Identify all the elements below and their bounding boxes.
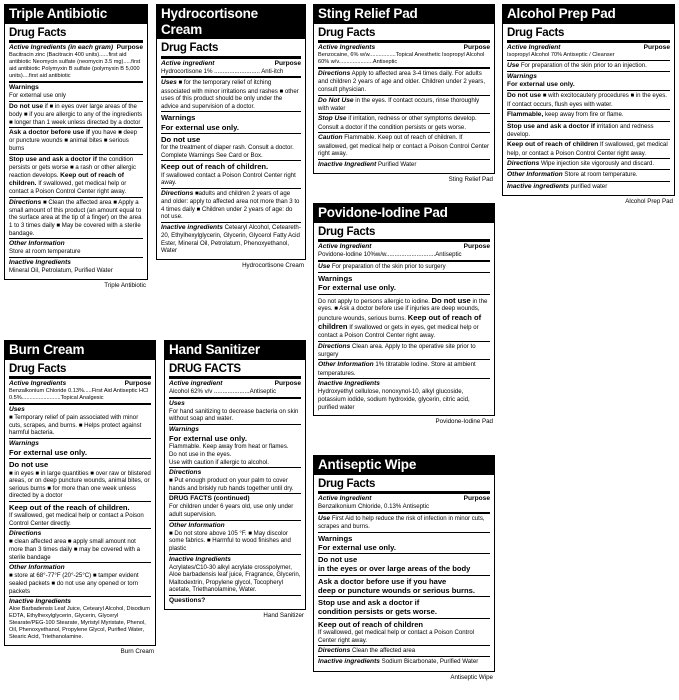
panel-hand-sanitizer — [164, 340, 306, 619]
caution-heading: Caution — [318, 134, 343, 142]
warnings-text: For external use only — [9, 92, 66, 100]
panel-title-triple-antibiotic: Triple Antibiotic — [5, 5, 147, 24]
ask-doctor-text: you have ■ deep or puncture wounds ■ animal bites ■ serious burns — [9, 129, 138, 153]
keep-out-heading: Keep out of reach of children. — [161, 162, 269, 172]
inactive-ingredients-text: purified water — [570, 182, 608, 190]
warnings-subheading: For external use only. — [318, 283, 396, 293]
active-ingredients-label: Active Ingredients (in each gram) — [9, 44, 114, 52]
do-not-use-text: if ■ in eyes over large areas of the body ■ if you are allergic to any of the ingredients ■ longer than 1 week unless directed by a doctor — [9, 102, 143, 126]
directions-heading: Directions — [9, 198, 42, 206]
inactive-ingredients-text: Mineral Oil, Petrolatum, Purified Water — [9, 266, 113, 274]
panel-caption-hydrocortisone: Hydrocortisone Cream — [242, 261, 304, 269]
keep-out-heading: Keep out of reach of children — [318, 312, 482, 332]
panel-caption-burn-cream: Burn Cream — [120, 648, 154, 656]
ask-doctor-heading: Ask a doctor before use if — [9, 129, 90, 137]
panel-caption-alcohol-prep: Alcohol Prep Pad — [625, 197, 673, 205]
keep-out-text: If swallowed, get medical help or contact a Poison Control Center right away. — [318, 628, 475, 644]
warnings-heading: Warnings — [169, 426, 199, 434]
warnings-subheading: For external use only. — [318, 542, 396, 552]
purpose-label: Purpose — [274, 59, 301, 67]
drug-facts-heading: Drug Facts — [318, 225, 376, 238]
purpose-label: Purpose — [463, 243, 490, 251]
drug-facts-heading: DRUG FACTS — [169, 362, 241, 375]
stop-use-text: irritation and redness develop. — [507, 122, 654, 138]
panel-title-alcohol-prep: Alcohol Prep Pad — [503, 5, 674, 24]
do-not-use-text: in the eyes or over large areas of the body — [318, 564, 471, 574]
active-ingredient-text: Povidone-Iodine 10%w/w.............................Antiseptic — [318, 251, 462, 259]
directions-heading: Directions — [318, 647, 351, 655]
allergy-text: Do not apply to persons allergic to iodine. — [318, 297, 430, 305]
warnings-heading: Warnings — [318, 533, 353, 543]
do-not-use-heading: Do Not Use — [318, 96, 354, 104]
inactive-ingredients-heading: Inactive Ingredients — [9, 258, 71, 266]
warnings-heading: Warnings — [161, 113, 196, 123]
inactive-ingredients-heading: Inactive Ingredients — [9, 598, 71, 606]
uses-text: For hand sanitizing to decrease bacteria on skin without soap and water. — [169, 407, 299, 423]
inactive-ingredients-text: Sodium Bicarbonate, Purified Water — [381, 658, 479, 666]
other-info-heading: Other Information — [169, 521, 225, 529]
uses-text: ■ Temporary relief of pain associated with minor cuts, scrapes, and burns. ■ Helps protect against harmful bacteria. — [9, 414, 142, 437]
other-info-heading: Other Information — [9, 240, 65, 248]
uses-heading: Uses — [161, 79, 177, 87]
keep-out-text: If swallowed contact a Poison Control Center right away. — [161, 171, 296, 187]
active-ingredients-label: Active Ingredients — [9, 380, 67, 388]
directions-heading: Directions — [507, 160, 540, 168]
use-heading: Use — [318, 262, 331, 270]
drug-facts-heading: Drug Facts — [9, 362, 67, 375]
stop-use-heading: Stop Use — [318, 115, 347, 123]
inactive-ingredient-text: Purified Water — [377, 160, 417, 168]
warnings-subheading: For external use only. — [9, 448, 87, 458]
active-ingredient-label: Active Ingredient — [318, 495, 372, 503]
drug-facts-heading: Drug Facts — [318, 26, 376, 39]
active-ingredients-text: Benzalkonium Chloride 0.13%.....First Aid Antiseptic HCl 0.5%.........................Topical Analgesic — [9, 388, 149, 402]
uses-text: ■ for the temporary relief of itching associated with minor irritations and rashes ■ other uses of this product should be only under the advice and supervision of a doctor. — [161, 79, 299, 110]
uses-heading: Uses — [169, 399, 185, 407]
panel-triple-antibiotic — [4, 4, 148, 289]
panel-povidone-iodine-pad — [313, 203, 495, 425]
stop-use-heading: Stop use and ask a doctor if — [507, 122, 595, 130]
panel-alcohol-prep-pad — [502, 4, 675, 205]
panel-title-hydrocortisone: Hydrocortisone Cream — [157, 5, 305, 39]
stop-use-heading: Stop use and ask a doctor if — [318, 598, 420, 608]
directions-text: ■ clean affected area ■ apply small amount not more than 3 times daily ■ may be covered with a sterile bandage — [9, 538, 141, 561]
drug-facts-continued-heading: DRUG FACTS (continued) — [169, 495, 250, 503]
other-info-text: ■ store at 68°-77°F (20°-25°C) ■ tamper evident sealed packets ■ do not use any opened or torn packets — [9, 572, 139, 595]
flammable-text: Flammable. Keep away from heat or flames. — [169, 443, 289, 451]
directions-heading: Directions — [9, 530, 42, 538]
keep-out-heading: Keep out of reach of children. — [9, 171, 124, 187]
keep-out-heading: Keep out of reach of children — [318, 619, 424, 629]
ask-doctor-text: deep or puncture wounds or serious burns. — [318, 585, 475, 595]
inactive-ingredients-heading: Inactive Ingredients — [318, 380, 380, 388]
panel-title-burn-cream: Burn Cream — [5, 341, 155, 360]
drug-facts-heading: Drug Facts — [9, 26, 67, 39]
directions-heading: Directions — [169, 469, 202, 477]
panel-caption-hand-sanitizer: Hand Sanitizer — [263, 612, 304, 620]
other-info-heading: Other Information — [318, 361, 374, 369]
purpose-label: Purpose — [274, 380, 301, 388]
active-ingredient-label: Active Ingredient — [507, 44, 561, 52]
active-ingredient-label: Active Ingredient — [318, 243, 372, 251]
do-not-use-text: Do not use in the eyes. — [169, 450, 232, 458]
stop-use-text: the condition persists or gets worse ■ a rash or other allergic reaction develops. — [9, 155, 136, 179]
directions-text: Wipe injection site vigorously and discard. — [540, 160, 655, 168]
warnings-heading: Warnings — [507, 73, 537, 81]
use-heading: Use — [507, 62, 520, 70]
do-not-use-text: ■ with excitocautery procedures ■ in the eyes. If contact occurs, flush eyes with water. — [507, 92, 667, 108]
do-not-use-text: in the eyes. If contact occurs, rinse thoroughly with water — [318, 96, 480, 112]
stop-use-text: condition persists or gets worse. — [318, 607, 437, 617]
keep-out-heading: Keep out of the reach of children. — [9, 502, 130, 512]
purpose-label: Purpose — [124, 380, 151, 388]
inactive-ingredients-heading: Inactive ingredients — [161, 223, 223, 231]
stop-use-heading: Stop use and ask a doctor if — [9, 155, 97, 163]
flammable-heading: Flammable, — [507, 111, 544, 119]
drug-facts-heading: Drug Facts — [507, 26, 565, 39]
other-info-text: Store at room temperature. — [564, 171, 638, 179]
directions-text: Apply to affected area 3-4 times daily. For adults and children 2 years of age and older. Children under 2 years, consult physician. — [318, 70, 486, 93]
drug-facts-continued-text: For children under 6 years old, use only under adult supervision. — [169, 503, 294, 519]
purpose-label: Purpose — [463, 495, 490, 503]
stop-use-text: if irritation, redness or other symptoms develop. Consult a doctor if the condition persists or gets worse. — [318, 115, 477, 131]
do-not-use-text: ■ in eyes ■ in large quantities ■ over raw or blistered areas, or on deep puncture wounds, animal bites, or serious burns ■ for more than one week unless directed by a doctor — [9, 469, 151, 500]
active-ingredient-text: Isopropyl Alcohol 70% Antiseptic / Cleanser — [507, 52, 615, 59]
inactive-ingredient-heading: Inactive Ingredient — [318, 160, 377, 168]
do-not-use-heading: Do not use — [507, 92, 542, 100]
use-text: First Aid to help reduce the risk of infection in minor cuts, scrapes and burns. — [318, 514, 485, 531]
active-ingredients-text: Bacitracin zinc (Bacitracin 400 units)......first aid antibiotic Neomycin sulfate (neomycin 3.5 mg).....first aid antibiotic Polymyxin B sulfate (polymyxin B 5,000 units)....first aid antibiotic — [9, 52, 141, 80]
inactive-ingredients-text: Acrylates/C10-30 alkyl acrylate crosspolymer, Aloe barbadensis leaf juice, Fragrance, Glycerin, Maltodextrin, Propylene glycol, Tocopheryl acetate, Triethanolamine, Water. — [169, 563, 301, 594]
warnings-heading: Warnings — [9, 440, 39, 448]
inactive-ingredients-text: Cetearyl Alcohol, Ceteareth-20, Ethylhexylglycerin, Glycerin, Glycerol Fatty Acid Ester, Mineral Oil, Petrolatum, Phenoxyethanol, Water — [161, 223, 301, 255]
purpose-label: Purpose — [116, 44, 143, 52]
panel-caption-antiseptic-wipe: Antiseptic Wipe — [450, 673, 493, 681]
keep-out-text: If swallowed, get medical help, or contact a Poison Control Center right away. — [507, 141, 668, 157]
directions-text: Clean area. Apply to the operative site prior to surgery — [318, 342, 476, 358]
ask-doctor-heading: Ask a doctor before use if you have — [318, 576, 447, 586]
do-not-use-heading: Do not use — [161, 134, 201, 144]
inactive-ingredients-heading: Inactive ingredients — [318, 658, 380, 666]
warnings-subheading: For external use only. — [169, 434, 247, 444]
warnings-subheading: For external use only. — [507, 81, 575, 89]
caution-text: Use with caution if allergic to alcohol. — [169, 458, 269, 466]
panel-title-hand-sanitizer: Hand Sanitizer — [165, 341, 305, 360]
panel-caption-triple-antibiotic: Triple Antibiotic — [104, 281, 146, 289]
other-info-heading: Other Information — [9, 564, 65, 572]
other-info-text: ■ Do not store above 105 °F. ■ May discolor some fabrics. ■ Harmful to wood finishes and plastic — [169, 529, 291, 552]
panel-title-antiseptic-wipe: Antiseptic Wipe — [314, 456, 494, 475]
other-info-heading: Other Information — [507, 171, 563, 179]
panel-hydrocortisone-cream — [156, 4, 306, 269]
panel-caption-povidone: Povidone-Iodine Pad — [435, 418, 493, 426]
panel-burn-cream — [4, 340, 156, 655]
inactive-ingredients-text: Aloe Barbadensis Leaf Juice, Cetearyl Alcohol, Disodium EDTA, Ethylhexylglycerin, Glycerin, Glyceryl Stearate/PEG-100 Stearate, Myristyl Myristate, Phenol, Oil, Phenoxyethanol, Propylene Glycol, Purified Water, Stearic Acid, Triethanolamine. — [9, 606, 150, 641]
do-not-use-heading: Do not use — [9, 460, 49, 470]
panel-antiseptic-wipe — [313, 455, 495, 681]
use-text: For preparation of the skin prior to surgery — [331, 262, 446, 270]
warnings-subheading: For external use only. — [161, 122, 239, 132]
inactive-ingredients-heading: Inactive Ingredients — [169, 555, 231, 563]
questions-heading: Questions? — [169, 596, 206, 604]
keep-out-text: If swallowed or gets in eyes, get medical help or contact a Poison Control Center right away. — [318, 324, 479, 339]
drug-facts-heading: Drug Facts — [161, 42, 219, 55]
use-text: For preparation of the skin prior to an injection. — [520, 62, 647, 70]
do-not-use-heading: Do not use — [431, 295, 471, 305]
directions-text: ■ Clean the affected area ■ Apply a small amount of this product (an amount equal to the surface area at the tip of a finger) on the area 1 to 3 times daily ■ May be covered with a sterile bandage. — [9, 198, 142, 237]
panel-sting-relief-pad — [313, 4, 495, 183]
use-heading: Use — [318, 514, 331, 522]
panel-caption-sting-relief: Sting Relief Pad — [448, 175, 493, 183]
uses-heading: Uses — [9, 406, 25, 414]
active-ingredient-label: Active ingredient — [161, 59, 215, 67]
flammable-text: keep away from fire or flame. — [544, 111, 624, 119]
directions-heading: Directions — [318, 342, 351, 350]
active-ingredient-label: Active ingredient — [169, 380, 223, 388]
other-info-text: 1% titratable Iodine. Store at ambient temperatures. — [318, 361, 476, 377]
directions-heading: Directions — [161, 189, 194, 197]
inactive-ingredients-heading: Inactive ingredients — [507, 182, 569, 190]
keep-out-text: If swallowed, get medical help or contact a Poison Control Center right away. — [9, 179, 127, 195]
caution-text: Flammable. Keep out of reach of children. If swallowed, get medical help or contact a Poison Control Center right away. — [318, 134, 490, 158]
directions-heading: Directions — [318, 70, 351, 78]
do-not-use-heading: Do not use — [318, 555, 358, 565]
keep-out-heading: Keep out of reach of children — [507, 141, 599, 149]
active-ingredients-text: Benzocaine, 6% w/w.................Topical Anesthetic Isopropyl Alcohol 60% w/v......................Antiseptic — [318, 52, 485, 66]
do-not-use-text: in the eyes. ■ Ask a doctor before use if injuries are deep wounds, puncture wounds, serious burns. — [318, 297, 488, 322]
active-ingredient-text: Hydrocortisone 1% ........................... Anti-itch — [161, 67, 284, 75]
active-ingredient-text: Alcohol 62% v/v .....................Antiseptic — [169, 388, 277, 396]
do-not-use-text: for the treatment of diaper rash. Consult a doctor. Complete Warnings See Card or Box. — [161, 144, 294, 159]
panel-title-sting-relief: Sting Relief Pad — [314, 5, 494, 24]
active-ingredient-text: Benzalkonium Chloride, 0.13% Antiseptic — [318, 503, 430, 511]
directions-text: Clean the affected area — [351, 647, 416, 655]
warnings-heading: Warnings — [9, 84, 39, 92]
other-info-text: Store at room temperature — [9, 248, 81, 256]
purpose-label: Purpose — [463, 44, 490, 52]
directions-text: ■adults and children 2 years of age and older: apply to affected area not more than 3 to 4 times daily ■ Children under 2 years of age: do not use. — [161, 189, 300, 221]
inactive-ingredients-text: Hydroxyethyl cellulose, nonoxynol-10, alkyl glucoside, potassium iodide, sodium hydroxide, glycerin, citric acid, purified water — [318, 388, 470, 411]
purpose-label: Purpose — [643, 44, 670, 52]
do-not-use-heading: Do not use — [9, 102, 44, 110]
drug-facts-heading: Drug Facts — [318, 477, 376, 490]
keep-out-text: If swallowed, get medical help or contact a Poison Control Center directly. — [9, 512, 144, 527]
directions-text: ■ Put enough product on your palm to cover hands and briskly rub hands together until dry. — [169, 477, 294, 492]
warnings-heading: Warnings — [318, 274, 353, 284]
active-ingredients-label: Active Ingredients — [318, 44, 376, 52]
panel-title-povidone: Povidone-Iodine Pad — [314, 204, 494, 223]
